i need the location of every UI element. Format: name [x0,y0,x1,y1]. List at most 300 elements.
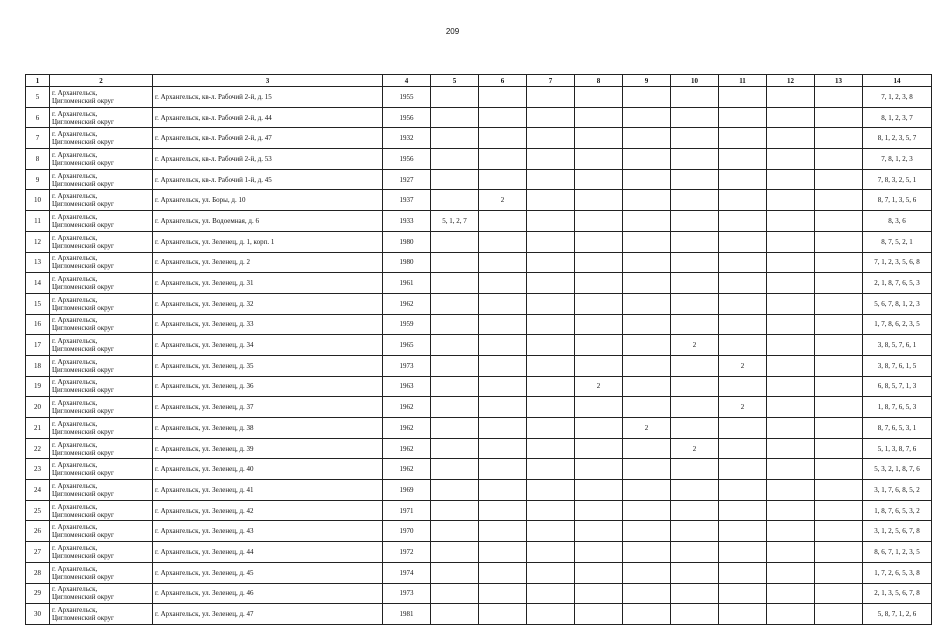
column-header-13: 13 [815,75,863,87]
cell-n: 8 [26,149,50,170]
cell-c8 [575,273,623,294]
cell-c13 [815,521,863,542]
cell-c10 [671,128,719,149]
cell-district [50,542,153,563]
cell-district [50,107,153,128]
cell-year: 1962 [383,418,431,439]
cell-c10 [671,211,719,232]
cell-c14: 1, 8, 7, 6, 5, 3 [863,397,932,418]
column-header-2: 2 [50,75,153,87]
table-row [26,542,932,563]
table-row [26,107,932,128]
cell-district [50,459,153,480]
district-line1: г. Архангельск, [52,378,98,387]
cell-c12 [767,87,815,108]
cell-c9 [623,335,671,356]
cell-address: г. Архангельск, ул. Водоемная, д. 6 [153,211,383,232]
district-line1: г. Архангельск, [52,130,98,139]
cell-c11 [719,542,767,563]
cell-c6 [479,231,527,252]
cell-c9 [623,128,671,149]
cell-district [50,273,153,294]
district-line2: Цигломенский округ [52,572,114,581]
cell-c11 [719,335,767,356]
table-row [26,211,932,232]
cell-c5 [431,542,479,563]
cell-c7 [527,314,575,335]
cell-c5 [431,252,479,273]
district-line2: Цигломенский округ [52,138,114,147]
cell-c13 [815,542,863,563]
cell-c14: 1, 8, 7, 6, 5, 3, 2 [863,500,932,521]
page-number: 209 [445,27,460,36]
district-line1: г. Архангельск, [52,254,98,263]
district-line2: Цигломенский округ [52,386,114,395]
cell-year: 1959 [383,314,431,335]
district-line2: Цигломенский округ [52,593,114,602]
cell-c5 [431,418,479,439]
column-header-4: 4 [383,75,431,87]
cell-c13 [815,314,863,335]
cell-c10 [671,562,719,583]
table-row [26,293,932,314]
district-line2: Цигломенский округ [52,324,114,333]
district-line1: г. Архангельск, [52,606,98,615]
cell-c11 [719,128,767,149]
cell-c12 [767,438,815,459]
cell-c5 [431,169,479,190]
cell-c5 [431,438,479,459]
cell-district [50,376,153,397]
table-row [26,604,932,625]
cell-year: 1980 [383,231,431,252]
cell-district [50,169,153,190]
cell-c7 [527,459,575,480]
cell-c8 [575,500,623,521]
cell-c5 [431,87,479,108]
cell-c8 [575,252,623,273]
cell-c14: 5, 8, 7, 1, 2, 6 [863,604,932,625]
cell-c14: 2, 1, 8, 7, 6, 5, 3 [863,273,932,294]
cell-c8 [575,397,623,418]
cell-c9 [623,252,671,273]
cell-c10 [671,459,719,480]
cell-address: г. Архангельск, ул. Зеленец, д. 37 [153,397,383,418]
cell-c7 [527,500,575,521]
district-line1: г. Архангельск, [52,295,98,304]
cell-c7 [527,397,575,418]
cell-c11 [719,252,767,273]
cell-c12 [767,397,815,418]
cell-c11 [719,418,767,439]
column-header-1: 1 [26,75,50,87]
cell-c6 [479,500,527,521]
district-line1: г. Архангельск, [52,171,98,180]
cell-c10 [671,604,719,625]
cell-c6 [479,418,527,439]
cell-c7 [527,583,575,604]
cell-n: 13 [26,252,50,273]
cell-c11 [719,583,767,604]
cell-c12 [767,521,815,542]
cell-c14: 3, 1, 7, 6, 8, 5, 2 [863,480,932,501]
cell-c5 [431,231,479,252]
cell-c7 [527,335,575,356]
cell-address: г. Архангельск, ул. Зеленец, д. 44 [153,542,383,563]
district-line1: г. Архангельск, [52,233,98,242]
cell-year: 1981 [383,604,431,625]
column-header-7: 7 [527,75,575,87]
district-line2: Цигломенский округ [52,469,114,478]
cell-c9 [623,314,671,335]
district-line2: Цигломенский округ [52,551,114,560]
cell-c9 [623,231,671,252]
cell-address: г. Архангельск, ул. Зеленец, д. 41 [153,480,383,501]
cell-c14: 8, 1, 2, 3, 7 [863,107,932,128]
cell-year: 1927 [383,169,431,190]
table-row [26,562,932,583]
district-line2: Цигломенский округ [52,407,114,416]
cell-c14: 3, 8, 5, 7, 6, 1 [863,335,932,356]
cell-year: 1965 [383,335,431,356]
cell-c14: 5, 1, 3, 8, 7, 6 [863,438,932,459]
cell-c6 [479,438,527,459]
cell-c14: 3, 8, 7, 6, 1, 5 [863,355,932,376]
column-header-5: 5 [431,75,479,87]
cell-c7 [527,604,575,625]
cell-c12 [767,149,815,170]
cell-year: 1971 [383,500,431,521]
cell-c11 [719,500,767,521]
cell-district [50,562,153,583]
cell-c14: 8, 7, 5, 2, 1 [863,231,932,252]
cell-c7 [527,376,575,397]
district-line2: Цигломенский округ [52,158,114,167]
cell-address: г. Архангельск, ул. Зеленец, д. 45 [153,562,383,583]
cell-c12 [767,107,815,128]
cell-c13 [815,273,863,294]
cell-c9 [623,542,671,563]
cell-c14: 3, 1, 2, 5, 6, 7, 8 [863,521,932,542]
table-row [26,128,932,149]
cell-c9 [623,149,671,170]
cell-n: 10 [26,190,50,211]
district-line2: Цигломенский округ [52,179,114,188]
district-line1: г. Архангельск, [52,543,98,552]
cell-c13 [815,231,863,252]
cell-address: г. Архангельск, кв-л. Рабочий 2-й, д. 15 [153,87,383,108]
cell-c12 [767,376,815,397]
cell-c11 [719,107,767,128]
cell-c12 [767,314,815,335]
district-line1: г. Архангельск, [52,357,98,366]
cell-c11: 2 [719,397,767,418]
cell-c7 [527,128,575,149]
cell-c7 [527,562,575,583]
cell-c8 [575,335,623,356]
cell-c6 [479,376,527,397]
cell-c11 [719,293,767,314]
cell-c11 [719,480,767,501]
cell-c13 [815,149,863,170]
cell-c9 [623,604,671,625]
cell-c8 [575,314,623,335]
cell-c5 [431,335,479,356]
cell-n: 9 [26,169,50,190]
cell-c7 [527,190,575,211]
cell-c13 [815,604,863,625]
cell-c10 [671,397,719,418]
cell-year: 1932 [383,128,431,149]
cell-c9 [623,87,671,108]
cell-n: 16 [26,314,50,335]
district-line2: Цигломенский округ [52,489,114,498]
cell-c13 [815,438,863,459]
cell-n: 22 [26,438,50,459]
column-header-9: 9 [623,75,671,87]
cell-c13 [815,480,863,501]
district-line1: г. Архангельск, [52,564,98,573]
table-row [26,335,932,356]
table-row [26,169,932,190]
cell-c8 [575,480,623,501]
cell-district [50,190,153,211]
column-header-14: 14 [863,75,932,87]
district-line1: г. Архангельск, [52,212,98,221]
cell-district [50,252,153,273]
column-header-12: 12 [767,75,815,87]
district-line2: Цигломенский округ [52,303,114,312]
cell-address: г. Архангельск, кв-л. Рабочий 2-й, д. 47 [153,128,383,149]
district-line2: Цигломенский округ [52,448,114,457]
cell-n: 14 [26,273,50,294]
district-line1: г. Архангельск, [52,419,98,428]
cell-year: 1970 [383,521,431,542]
cell-district [50,500,153,521]
cell-c13 [815,335,863,356]
cell-c6 [479,459,527,480]
cell-c9 [623,169,671,190]
cell-c7 [527,231,575,252]
cell-address: г. Архангельск, ул. Зеленец, д. 33 [153,314,383,335]
cell-c13 [815,211,863,232]
column-header-11: 11 [719,75,767,87]
cell-c13 [815,397,863,418]
cell-address: г. Архангельск, кв-л. Рабочий 2-й, д. 44 [153,107,383,128]
cell-district [50,293,153,314]
cell-address: г. Архангельск, ул. Зеленец, д. 47 [153,604,383,625]
table-row [26,459,932,480]
cell-c8 [575,418,623,439]
district-line1: г. Архангельск, [52,88,98,97]
cell-year: 1969 [383,480,431,501]
cell-n: 17 [26,335,50,356]
cell-c12 [767,211,815,232]
district-line1: г. Архангельск, [52,337,98,346]
cell-c8 [575,562,623,583]
cell-c5 [431,459,479,480]
cell-c10 [671,149,719,170]
column-header-6: 6 [479,75,527,87]
cell-c6 [479,604,527,625]
cell-district [50,397,153,418]
cell-c5 [431,107,479,128]
cell-c10: 2 [671,335,719,356]
cell-c11 [719,562,767,583]
cell-district [50,604,153,625]
cell-c7 [527,418,575,439]
column-header-8: 8 [575,75,623,87]
cell-c10 [671,500,719,521]
cell-c12 [767,273,815,294]
cell-c13 [815,252,863,273]
cell-n: 26 [26,521,50,542]
cell-c12 [767,604,815,625]
district-line1: г. Архангельск, [52,585,98,594]
cell-c6 [479,169,527,190]
cell-c8 [575,128,623,149]
cell-c9 [623,438,671,459]
cell-year: 1956 [383,107,431,128]
cell-c10: 2 [671,438,719,459]
cell-c9 [623,107,671,128]
cell-district [50,438,153,459]
cell-c7 [527,252,575,273]
cell-c14: 1, 7, 8, 6, 2, 3, 5 [863,314,932,335]
cell-c6 [479,583,527,604]
table-row [26,438,932,459]
cell-c10 [671,542,719,563]
cell-c8 [575,438,623,459]
cell-c6 [479,355,527,376]
cell-c6 [479,273,527,294]
cell-c9: 2 [623,418,671,439]
cell-c6 [479,149,527,170]
cell-c5 [431,314,479,335]
cell-address: г. Архангельск, ул. Зеленец, д. 42 [153,500,383,521]
cell-c7 [527,521,575,542]
cell-n: 30 [26,604,50,625]
cell-n: 18 [26,355,50,376]
cell-c14: 8, 6, 7, 1, 2, 3, 5 [863,542,932,563]
cell-n: 23 [26,459,50,480]
district-line2: Цигломенский округ [52,345,114,354]
cell-c13 [815,293,863,314]
cell-c5 [431,128,479,149]
cell-c9 [623,190,671,211]
cell-n: 15 [26,293,50,314]
cell-c5 [431,376,479,397]
cell-c10 [671,87,719,108]
cell-c11 [719,376,767,397]
cell-c10 [671,314,719,335]
cell-year: 1962 [383,293,431,314]
cell-address: г. Архангельск, ул. Зеленец, д. 35 [153,355,383,376]
cell-n: 12 [26,231,50,252]
cell-c14: 1, 7, 2, 6, 5, 3, 8 [863,562,932,583]
cell-district [50,128,153,149]
cell-c13 [815,418,863,439]
cell-c11 [719,149,767,170]
table-row [26,480,932,501]
cell-c8 [575,149,623,170]
cell-year: 1973 [383,583,431,604]
district-line1: г. Архангельск, [52,440,98,449]
cell-year: 1962 [383,438,431,459]
cell-district [50,211,153,232]
cell-c5 [431,604,479,625]
cell-c9 [623,293,671,314]
cell-address: г. Архангельск, ул. Зеленец, д. 43 [153,521,383,542]
cell-c14: 7, 8, 3, 2, 5, 1 [863,169,932,190]
cell-c12 [767,500,815,521]
district-line2: Цигломенский округ [52,96,114,105]
cell-c5 [431,480,479,501]
district-line1: г. Архангельск, [52,109,98,118]
cell-c12 [767,355,815,376]
cell-n: 24 [26,480,50,501]
cell-c12 [767,190,815,211]
cell-c8 [575,87,623,108]
cell-c13 [815,376,863,397]
district-line2: Цигломенский округ [52,531,114,540]
cell-n: 6 [26,107,50,128]
cell-c10 [671,418,719,439]
cell-c6 [479,107,527,128]
cell-c11: 2 [719,355,767,376]
table-row [26,252,932,273]
cell-c9 [623,480,671,501]
district-line2: Цигломенский округ [52,614,114,623]
cell-c14: 8, 7, 1, 3, 5, 6 [863,190,932,211]
cell-c10 [671,252,719,273]
cell-c5 [431,149,479,170]
cell-n: 11 [26,211,50,232]
data-table [25,74,932,625]
district-line2: Цигломенский округ [52,200,114,209]
district-line1: г. Архангельск, [52,399,98,408]
cell-c13 [815,459,863,480]
cell-c5 [431,521,479,542]
cell-c12 [767,252,815,273]
cell-address: г. Архангельск, ул. Зеленец, д. 2 [153,252,383,273]
table-row [26,87,932,108]
district-line1: г. Архангельск, [52,275,98,284]
table-row [26,314,932,335]
cell-district [50,583,153,604]
cell-district [50,480,153,501]
cell-c6 [479,397,527,418]
cell-c10 [671,107,719,128]
table-row [26,500,932,521]
cell-year: 1963 [383,376,431,397]
cell-address: г. Архангельск, ул. Зеленец, д. 38 [153,418,383,439]
cell-c6: 2 [479,190,527,211]
cell-c11 [719,459,767,480]
table-row [26,190,932,211]
cell-c8 [575,107,623,128]
cell-c12 [767,562,815,583]
table-row [26,273,932,294]
cell-c10 [671,169,719,190]
table-row [26,231,932,252]
cell-c14: 6, 8, 5, 7, 1, 3 [863,376,932,397]
cell-c14: 8, 7, 6, 5, 3, 1 [863,418,932,439]
cell-c12 [767,293,815,314]
cell-c6 [479,480,527,501]
cell-address: г. Архангельск, ул. Зеленец, д. 36 [153,376,383,397]
cell-address: г. Архангельск, ул. Зеленец, д. 34 [153,335,383,356]
